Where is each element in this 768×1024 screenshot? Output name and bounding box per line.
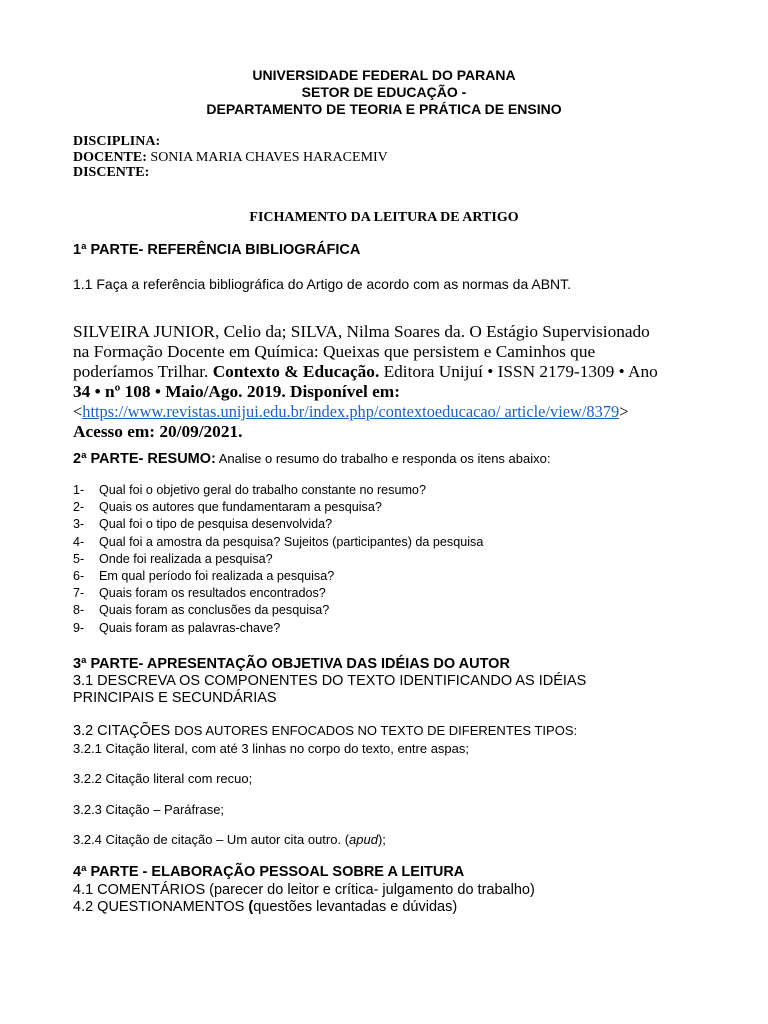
- document-title: FICHAMENTO DA LEITURA DE ARTIGO: [249, 210, 519, 225]
- item-3-2: [73, 723, 577, 739]
- item-4-2-a: 4.2 QUESTIONAMENTOS: [73, 899, 249, 915]
- reference-line-3: [73, 362, 658, 382]
- part2-question-list: [73, 482, 483, 637]
- part1-heading: 1ª PARTE- REFERÊNCIA BIBLIOGRÁFICA: [73, 242, 361, 258]
- reference-line-1: SILVEIRA JUNIOR, Celio da; SILVA, Nilma Soares da. O Estágio Supervisionado: [73, 322, 650, 341]
- reference-line-4: 34 • nº 108 • Maio/Ago. 2019. Disponível em:: [73, 382, 400, 401]
- item-3-2-4-c: );: [377, 832, 386, 847]
- list-item: 2- Quais os autores que fundamentaram a pesquisa?: [73, 500, 382, 515]
- url-open-bracket: <: [73, 402, 83, 421]
- reference-line-3a: poderíamos Trilhar.: [73, 362, 213, 381]
- item-3-1-line-1: 3.1 DESCREVA OS COMPONENTES DO TEXTO IDENTIFICANDO AS IDÉIAS: [73, 673, 587, 689]
- docente-line: [73, 150, 388, 166]
- item-3-2-3: 3.2.3 Citação – Paráfrase;: [73, 802, 225, 817]
- sector-name: SETOR DE EDUCAÇÃO -: [301, 84, 467, 100]
- docente-label: DOCENTE:: [73, 150, 147, 165]
- item-3-1-line-2: PRINCIPAIS E SECUNDÁRIAS: [73, 690, 277, 706]
- list-item: 1- Qual foi o objetivo geral do trabalho constante no resumo?: [73, 483, 426, 497]
- list-item: 8- Quais foram as conclusões da pesquisa?: [73, 603, 330, 618]
- journal-name: Contexto & Educação.: [212, 362, 380, 381]
- item-3-2-2: 3.2.2 Citação literal com recuo;: [73, 771, 253, 786]
- list-item: 6- Em qual período foi realizada a pesquisa?: [73, 569, 335, 584]
- docente-value: SONIA MARIA CHAVES HARACEMIV: [150, 150, 388, 165]
- reference-url-line: [73, 402, 628, 422]
- item-3-2-4: [73, 832, 386, 847]
- item-4-1: 4.1 COMENTÁRIOS (parecer do leitor e crítica- julgamento do trabalho): [73, 882, 535, 898]
- part1-instruction: 1.1 Faça a referência bibliográfica do Artigo de acordo com as normas da ABNT.: [73, 276, 572, 292]
- access-date: Acesso em: 20/09/2021.: [73, 422, 243, 441]
- list-item: 9- Quais foram as palavras-chave?: [73, 620, 281, 635]
- item-3-2-a: 3.2 CITAÇÕES: [73, 723, 175, 739]
- discente-label: DISCENTE:: [73, 165, 150, 180]
- item-4-2: [73, 899, 457, 915]
- url-close-bracket: >: [619, 402, 629, 421]
- university-name: UNIVERSIDADE FEDERAL DO PARANA: [252, 67, 516, 83]
- part2-heading-line: [73, 451, 550, 467]
- part2-heading: 2ª PARTE- RESUMO:: [73, 451, 216, 467]
- item-3-2-4-a: 3.2.4 Citação de citação – Um autor cita outro. (: [73, 832, 350, 847]
- list-item: 3- Qual foi o tipo de pesquisa desenvolvida?: [73, 517, 333, 532]
- item-4-2-c: questões levantadas e dúvidas): [253, 899, 458, 915]
- part3-heading: 3ª PARTE- APRESENTAÇÃO OBJETIVA DAS IDÉIAS DO AUTOR: [73, 656, 510, 672]
- reference-line-2: na Formação Docente em Química: Queixas que persistem e Caminhos que: [73, 342, 596, 361]
- department-name: DEPARTAMENTO DE TEORIA E PRÁTICA DE ENSINO: [206, 101, 562, 117]
- list-item: 5- Onde foi realizada a pesquisa?: [73, 551, 273, 566]
- item-4-2-paren: (: [248, 899, 254, 915]
- disciplina-label: DISCIPLINA:: [73, 134, 161, 149]
- list-item: 4- Qual foi a amostra da pesquisa? Sujeitos (participantes) da pesquisa: [73, 534, 484, 549]
- list-item: 7- Quais foram os resultados encontrados?: [73, 586, 326, 601]
- part4-heading: 4ª PARTE - ELABORAÇÃO PESSOAL SOBRE A LEITURA: [73, 864, 465, 880]
- part2-instruction: Analise o resumo do trabalho e responda os itens abaixo:: [215, 451, 551, 466]
- reference-line-3c: Editora Unijuí • ISSN 2179-1309 • Ano: [379, 362, 658, 381]
- item-3-2-1: 3.2.1 Citação literal, com até 3 linhas no corpo do texto, entre aspas;: [73, 741, 470, 756]
- item-3-2-b: DOS AUTORES ENFOCADOS NO TEXTO DE DIFERENTES TIPOS:: [174, 723, 578, 738]
- item-3-2-4-apud: apud: [349, 832, 378, 847]
- reference-url-link[interactable]: https://www.revistas.unijui.edu.br/index.php/contextoeducacao/ article/view/8379: [82, 402, 620, 421]
